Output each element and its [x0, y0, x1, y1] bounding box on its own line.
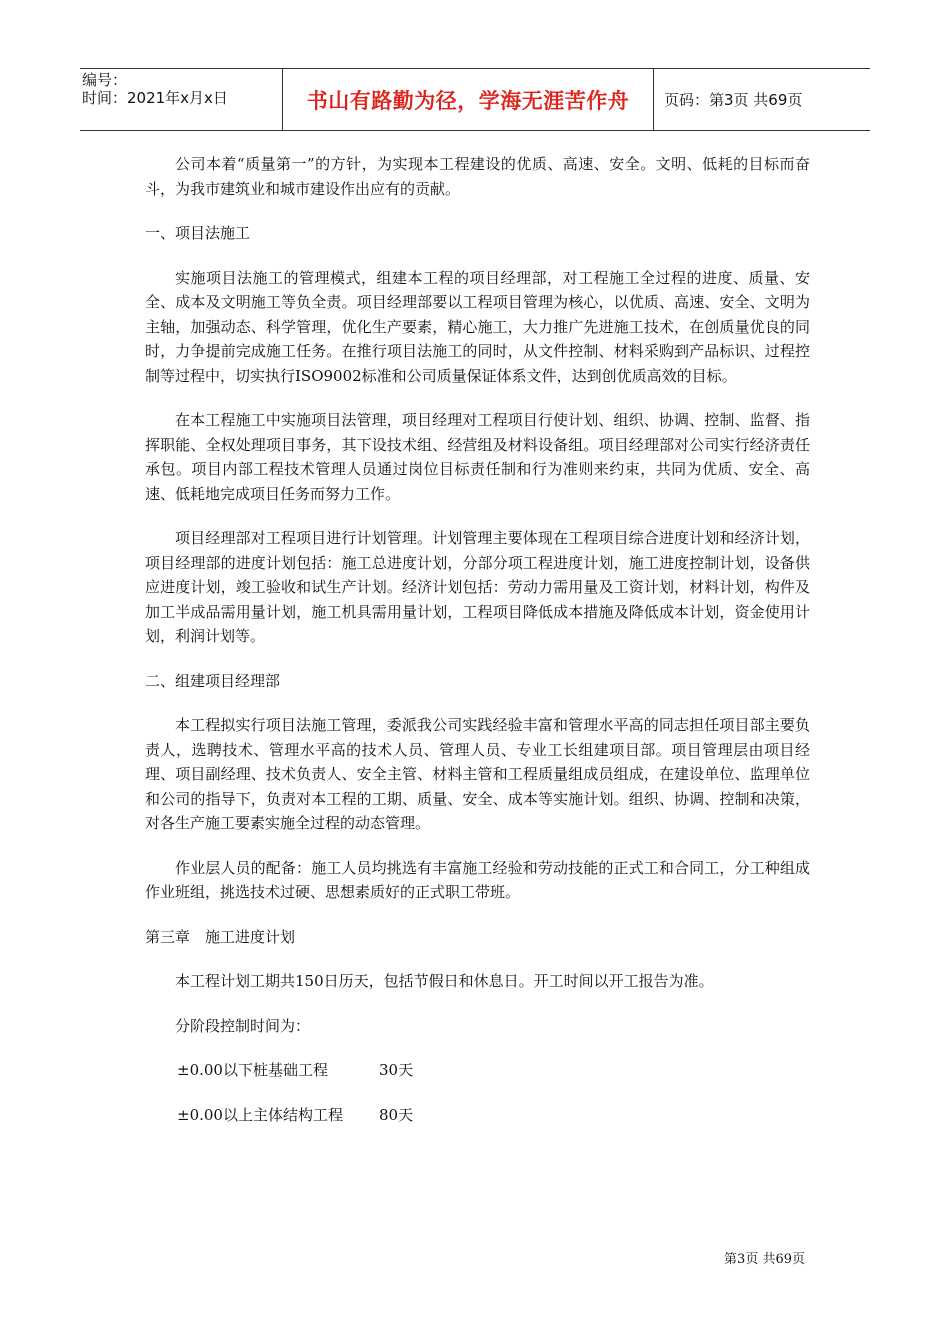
- schedule-item-name: ±0.00以下桩基础工程: [177, 1061, 328, 1079]
- paragraph-project-department: 本工程拟实行项目法施工管理，委派我公司实践经验丰富和管理水平高的同志担任项目部主要负责人，选聘技术、管理水平高的技术人员、管理人员、专业工长组建项目部。项目管理层由项目经理、项目副经理、技术负责人、安全主管、材料主管和工程质量组成员组成，在建设单位、监理单位和公司的指导下，负责对本工程的工期、质量、安全、成本等实施计划。组织、协调、控制和决策，对各生产施工要素实施全过程的动态管理。: [145, 716, 810, 832]
- page-header: [80, 68, 870, 131]
- schedule-item-days: 80天: [379, 1105, 414, 1124]
- page-footer: 第3页 共69页: [724, 1252, 805, 1267]
- paragraph-plan-management: 项目经理部对工程项目进行计划管理。计划管理主要体现在工程项目综合进度计划和经济计划，项目经理部的进度计划包括：施工总进度计划，分部分项工程进度计划，施工进度控制计划，设备供应进度计划，竣工验收和试生产计划。经济计划包括：劳动力需用量及工资计划，材料计划，构件及加工半成品需用量计划，施工机具需用量计划，工程项目降低成本措施及降低成本计划，资金使用计划，利润计划等。: [145, 529, 810, 645]
- paragraph-workforce: 作业层人员的配备：施工人员均挑选有丰富施工经验和劳动技能的正式工和合同工，分工种组成作业班组，挑选技术过硬、思想素质好的正式职工带班。: [145, 858, 810, 901]
- schedule-item-days: 30天: [379, 1061, 414, 1079]
- paragraph-intro: 公司本着“质量第一”的方针，为实现本工程建设的优质、高速、安全。文明、低耗的目标而奋斗，为我市建筑业和城市建设作出应有的贡献。: [145, 155, 810, 198]
- paragraph-project-manager: 在本工程施工中实施项目法管理，项目经理对工程项目行使计划、组织、协调、控制、监督、指挥职能、全权处理项目事务，其下设技术组、经营组及材料设备组。项目经理部对公司实行经济责任承包。项目内部工程技术管理人员通过岗位目标责任制和行为准则来约束，共同为优质、安全、高速、低耗地完成项目任务而努力工作。: [145, 411, 810, 503]
- paragraph-schedule-total: 本工程计划工期共150日历天，包括节假日和休息日。开工时间以开工报告为准。: [175, 972, 714, 990]
- header-motto: 书山有路勤为径，学海无涯苦作舟: [282, 69, 654, 130]
- date-label: 时间：2021年x月x日: [82, 89, 228, 107]
- document-body: [145, 152, 810, 1147]
- header-left-cell: [80, 69, 282, 130]
- schedule-item: [145, 1103, 810, 1128]
- chapter-heading-3: 第三章 施工进度计划: [145, 927, 296, 946]
- doc-number-label: 编号：: [82, 71, 128, 89]
- section-heading-1: 一、项目法施工: [145, 224, 251, 242]
- header-page-label: 页码：第3页 共69页: [664, 91, 803, 109]
- paragraph-project-method: 实施项目法施工的管理模式，组建本工程的项目经理部，对工程施工全过程的进度、质量、安全、成本及文明施工等负全责。项目经理部要以工程项目管理为核心，以优质、高速、安全、文明为主轴，加强动态、科学管理，优化生产要素，精心施工，大力推广先进施工技术，在创质量优良的同时，力争提前完成施工任务。在推行项目法施工的同时，从文件控制、材料采购到产品标识、过程控制等过程中，切实执行ISO9002标准和公司质量保证体系文件，达到创优质高效的目标。: [145, 268, 810, 385]
- schedule-item: [145, 1058, 810, 1083]
- section-heading-2: 二、组建项目经理部: [145, 671, 281, 690]
- schedule-item-name: ±0.00以上主体结构工程: [177, 1105, 343, 1124]
- paragraph-schedule-phases: 分阶段控制时间为：: [175, 1016, 311, 1035]
